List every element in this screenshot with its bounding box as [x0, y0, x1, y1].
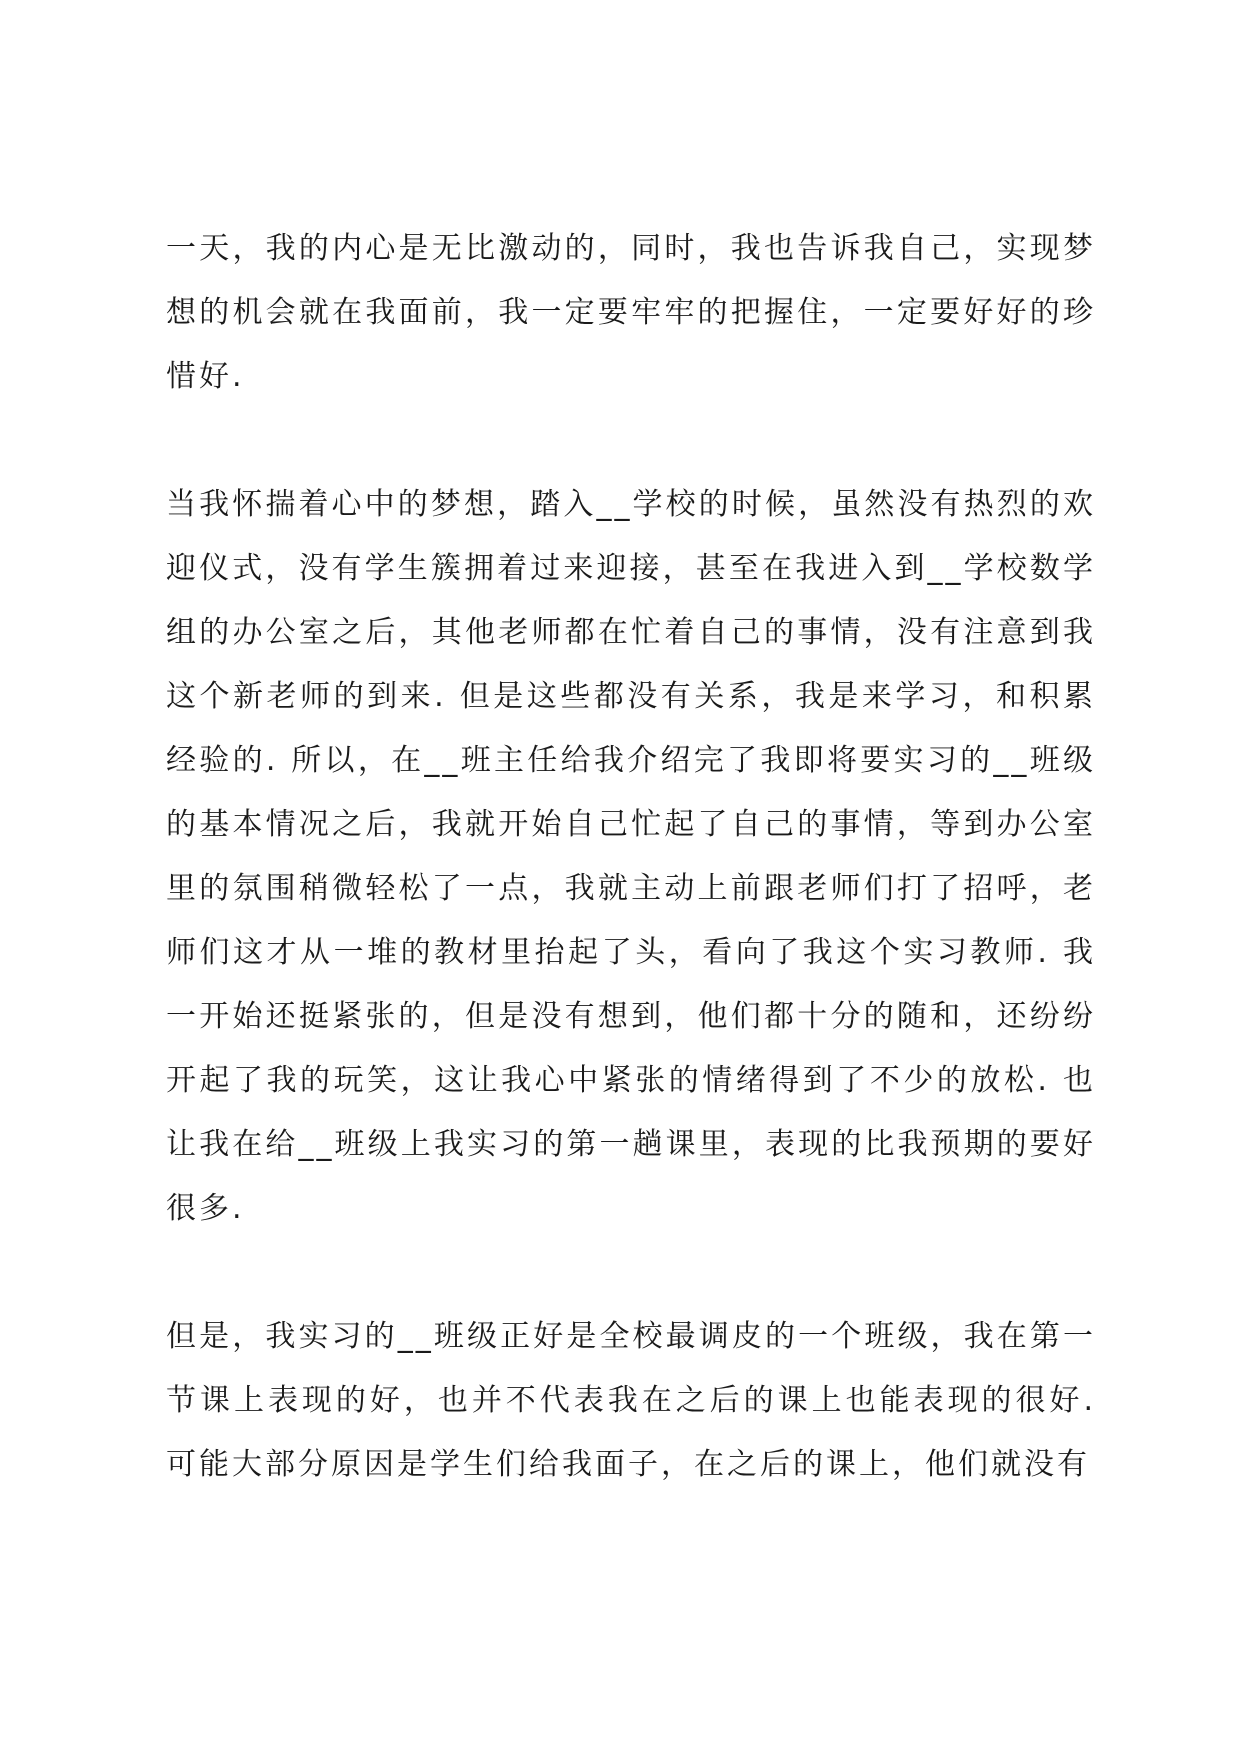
document-body — [166, 217, 1096, 1497]
paragraph-1: 一天，我的内心是无比激动的，同时，我也告诉我自己，实现梦想的机会就在我面前，我一定要牢牢的把握住，一定要好好的珍惜好. — [166, 231, 1096, 394]
paragraph-3: 但是，我实习的__班级正好是全校最调皮的一个班级，我在第一节课上表现的好，也并不代表我在之后的课上也能表现的很好. 可能大部分原因是学生们给我面子，在之后的课上，他们就没有 — [166, 1319, 1096, 1482]
paragraph-2: 当我怀揣着心中的梦想，踏入__学校的时候，虽然没有热烈的欢迎仪式，没有学生簇拥着过来迎接，甚至在我进入到__学校数学组的办公室之后，其他老师都在忙着自己的事情，没有注意到我这个新老师的到来. 但是这些都没有关系，我是来学习，和积累经验的. 所以，在__班主任给我介绍完了我即将要实习的__班级的基本情况之后，我就开始自己忙起了自己的事情，等到办公室里的氛围稍微轻松了一点，我就主动上前跟老师们打了招呼，老师们这才从一堆的教材里抬起了头，看向了我这个实习教师. 我一开始还挺紧张的，但是没有想到，他们都十分的随和，还纷纷开起了我的玩笑，这让我心中紧张的情绪得到了不少的放松. 也让我在给__班级上我实习的第一趟课里，表现的比我预期的要好很多. — [166, 487, 1096, 1226]
